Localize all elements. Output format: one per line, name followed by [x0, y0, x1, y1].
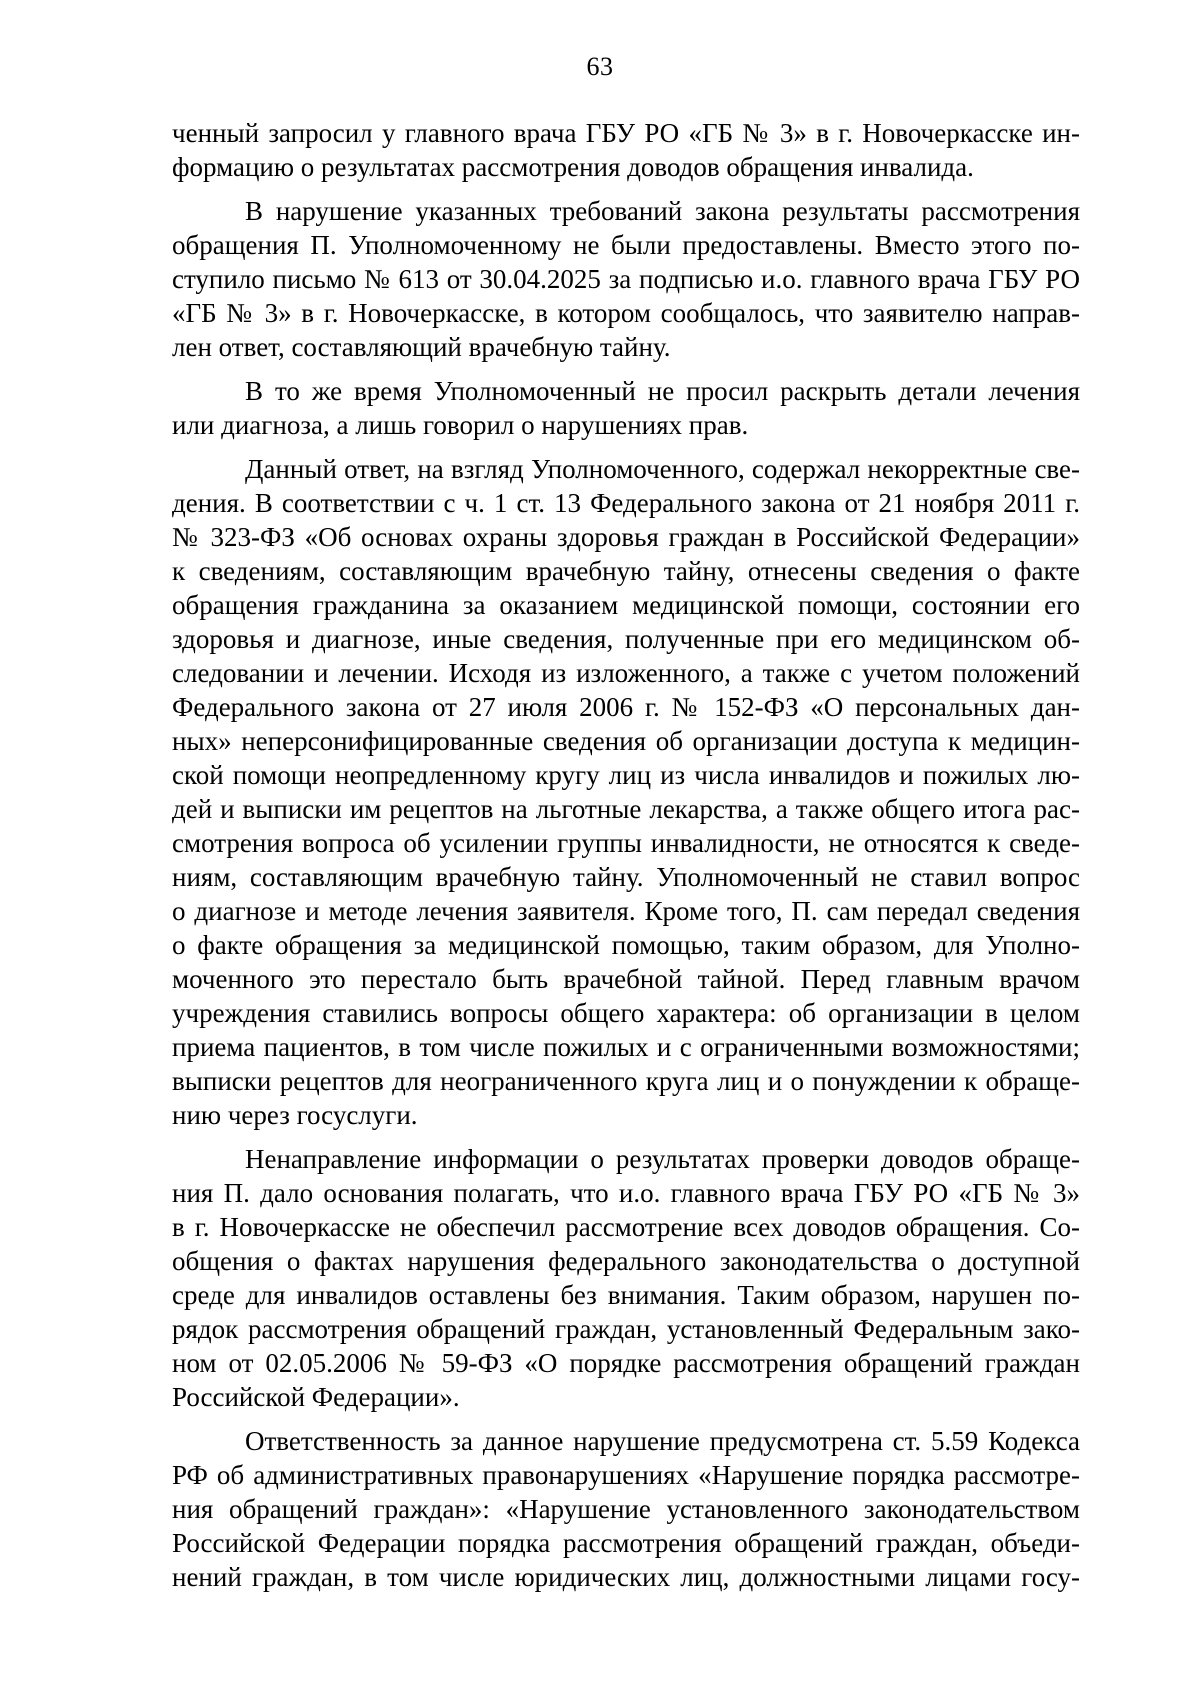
text-line: или диагноза, а лишь говорил о нарушениях прав.	[172, 410, 749, 440]
text-line: о факте обращения за медицинской помощью, таким образом, для Уполно-	[172, 930, 1080, 960]
text-line: рядок рассмотрения обращений граждан, установленный Федеральным зако-	[172, 1314, 1080, 1344]
text-line: Федерального закона от 27 июля 2006 г. № 152-ФЗ «О персональных дан-	[172, 692, 1080, 722]
text-line: дения. В соответствии с ч. 1 ст. 13 Федерального закона от 21 ноября 2011 г.	[172, 488, 1080, 518]
text-line: среде для инвалидов оставлены без внимания. Таким образом, нарушен по-	[172, 1280, 1080, 1310]
text-line: учреждения ставились вопросы общего характера: об организации в целом	[172, 998, 1080, 1028]
text-line: нений граждан, в том числе юридических лиц, должностными лицами госу-	[172, 1562, 1080, 1592]
text-line: формацию о результатах рассмотрения доводов обращения инвалида.	[172, 152, 974, 182]
text-line: выписки рецептов для неограниченного круга лиц и о понуждении к обраще-	[172, 1066, 1080, 1096]
text-line: № 323-ФЗ «Об основах охраны здоровья граждан в Российской Федерации»	[172, 522, 1080, 552]
text-line: приема пациентов, в том числе пожилых и с ограниченными возможностями;	[172, 1032, 1080, 1062]
text-line: общения о фактах нарушения федерального законодательства о доступной	[172, 1246, 1080, 1276]
text-line: Данный ответ, на взгляд Уполномоченного, содержал некорректные све-	[245, 454, 1080, 484]
text-line: Российской Федерации порядка рассмотрения обращений граждан, объеди-	[172, 1528, 1080, 1558]
text-line: ниям, составляющим врачебную тайну. Уполномоченный не ставил вопрос	[172, 862, 1080, 892]
page-number: 63	[586, 52, 614, 81]
text-line: дей и выписки им рецептов на льготные лекарства, а также общего итога рас-	[172, 794, 1080, 824]
text-line: моченного это перестало быть врачебной тайной. Перед главным врачом	[172, 964, 1080, 994]
text-line: ных» неперсонифицированные сведения об организации доступа к медицин-	[172, 726, 1080, 756]
text-line: ном от 02.05.2006 № 59-ФЗ «О порядке рассмотрения обращений граждан	[172, 1348, 1080, 1378]
text-line: РФ об административных правонарушениях «Нарушение порядка рассмотре-	[172, 1460, 1080, 1490]
text-line: здоровья и диагнозе, иные сведения, полученные при его медицинском об-	[172, 624, 1080, 654]
text-line: о диагнозе и методе лечения заявителя. Кроме того, П. сам передал сведения	[172, 896, 1080, 926]
text-line: в г. Новочеркасске не обеспечил рассмотрение всех доводов обращения. Со-	[172, 1212, 1080, 1242]
text-line: нию через госуслуги.	[172, 1100, 418, 1130]
text-line: Ненаправление информации о результатах проверки доводов обраще-	[245, 1144, 1080, 1174]
text-line: ступило письмо № 613 от 30.04.2025 за подписью и.о. главного врача ГБУ РО	[172, 264, 1080, 294]
text-line: обращения П. Уполномоченному не были предоставлены. Вместо этого по-	[172, 230, 1080, 260]
text-line: В то же время Уполномоченный не просил раскрыть детали лечения	[245, 376, 1080, 406]
text-line: ской помощи неопредленному кругу лиц из числа инвалидов и пожилых лю-	[172, 760, 1080, 790]
text-line: Ответственность за данное нарушение предусмотрена ст. 5.59 Кодекса	[245, 1426, 1080, 1456]
text-line: В нарушение указанных требований закона результаты рассмотрения	[245, 196, 1080, 226]
text-line: ченный запросил у главного врача ГБУ РО «ГБ № 3» в г. Новочеркасске ин-	[172, 118, 1080, 148]
text-line: ния П. дало основания полагать, что и.о. главного врача ГБУ РО «ГБ № 3»	[172, 1178, 1080, 1208]
text-line: лен ответ, составляющий врачебную тайну.	[172, 332, 671, 362]
text-line: Российской Федерации».	[172, 1382, 460, 1412]
text-line: смотрения вопроса об усилении группы инвалидности, не относятся к сведе-	[172, 828, 1080, 858]
text-line: ния обращений граждан»: «Нарушение установленного законодательством	[172, 1494, 1080, 1524]
text-line: следовании и лечении. Исходя из изложенного, а также с учетом положений	[172, 658, 1080, 688]
text-line: к сведениям, составляющим врачебную тайну, отнесены сведения о факте	[172, 556, 1080, 586]
text-line: «ГБ № 3» в г. Новочеркасске, в котором сообщалось, что заявителю направ-	[172, 298, 1080, 328]
text-line: обращения гражданина за оказанием медицинской помощи, состоянии его	[172, 590, 1080, 620]
